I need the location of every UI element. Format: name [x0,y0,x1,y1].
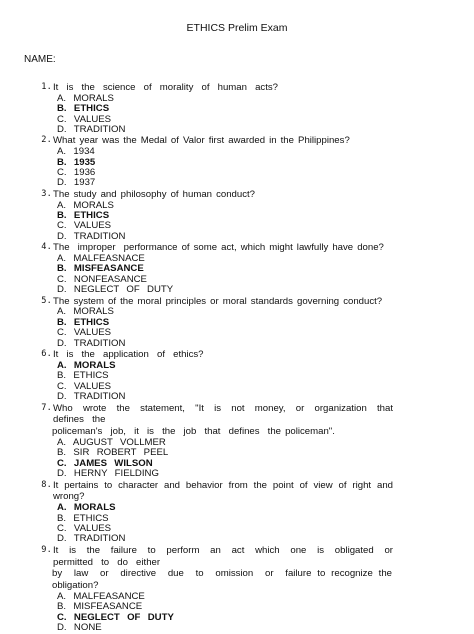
question-number: 4. [41,242,52,253]
answer-option: B. ETHICS [57,512,109,524]
question-3 [0,189,474,242]
question-5 [0,296,474,349]
answer-option: C. VALUES [57,220,112,232]
answer-option-correct: B. ETHICS [57,103,110,115]
answer-option: D. TRADITION [57,391,126,403]
question-7 [0,403,474,480]
question-continuation [0,568,474,592]
answer-option: D. TRADITION [57,230,126,242]
answer-option: C. VALUES [57,113,112,125]
question-number: 2. [41,135,52,146]
question-text: It is the failure to perform an act which one is obligated or permitted to do either [53,544,402,568]
question-8 [0,480,474,545]
answer-option-correct: C. JAMES WILSON [57,457,153,469]
answer-option: D. HERNY FIELDING [57,468,159,480]
answer-option: D. NONE [57,622,102,634]
answer-option: C. VALUES [57,380,112,392]
question-text: The study and philosophy of human conduct? [53,188,256,200]
answer-option: D. NEGLECT OF DUTY [57,284,174,296]
question-text: What year was the Medal of Valor first awarded in the Philippines? [53,135,350,147]
answer-option: A. MORALS [57,306,114,318]
question-list [0,82,474,634]
question-9 [0,545,474,634]
answer-option: D. TRADITION [57,124,126,136]
question-line [0,480,474,504]
question-number: 7. [41,402,52,413]
question-text: It pertains to character and behavior from the point of view of right and wrong? [53,479,398,503]
answer-option: D. TRADITION [57,337,126,349]
answer-option: B. ETHICS [57,370,109,382]
question-text: The improper performance of some act, which might lawfully have done? [53,242,384,254]
question-1 [0,82,474,135]
answer-option: B. MISFEASANCE [57,601,143,613]
question-text: The system of the moral principles or moral standards governing conduct? [53,295,383,307]
question-6 [0,349,474,402]
question-text: policeman's job, it is the job that defines the policeman". [52,426,335,438]
question-line [0,545,474,569]
answer-option: D. 1937 [57,177,96,189]
question-line [0,189,474,201]
answer-option: A. MORALS [57,199,114,211]
answer-option: A. MORALS [57,92,114,104]
answer-option-correct: A. MORALS [57,502,116,514]
answer-option-correct: A. MORALS [57,359,116,371]
question-number: 8. [41,479,52,490]
page-title: ETHICS Prelim Exam [186,22,288,34]
question-2 [0,135,474,188]
question-line [0,403,474,427]
answer-option-correct: B. MISFEASANCE [57,263,144,275]
question-text: Who wrote the statement, "It is not money, or organization that defines the [53,402,402,426]
question-4 [0,242,474,295]
name-label: NAME: [24,54,56,65]
answer-option-correct: B. ETHICS [57,316,110,328]
answer-option: C. NONFEASANCE [57,273,147,285]
question-number: 6. [41,349,52,360]
question-number: 9. [41,544,52,555]
answer-option: D. TRADITION [57,533,126,545]
answer-option: B. SIR ROBERT PEEL [57,447,169,459]
question-number: 3. [41,188,52,199]
answer-option: A. 1934 [57,146,95,158]
answer-option: C. VALUES [57,327,112,339]
answer-option: C. 1936 [57,167,96,179]
question-text: It is the science of morality of human acts? [53,82,279,93]
question-number: 5. [41,295,52,306]
question-text: by law or directive due to omission or failure to recognize the obligation? [52,568,397,592]
answer-option-correct: B. 1935 [57,156,96,168]
question-number: 1. [41,82,52,92]
answer-option: A. AUGUST VOLLMER [57,436,166,448]
answer-option-correct: C. NEGLECT OF DUTY [57,611,174,623]
answer-option: C. VALUES [57,522,112,534]
answer-option: A. MALFEASANCE [57,590,145,602]
answer-option: A. MALFEASNACE [57,253,145,265]
answer-option-correct: B. ETHICS [57,210,110,222]
question-text: It is the application of ethics? [53,349,204,361]
